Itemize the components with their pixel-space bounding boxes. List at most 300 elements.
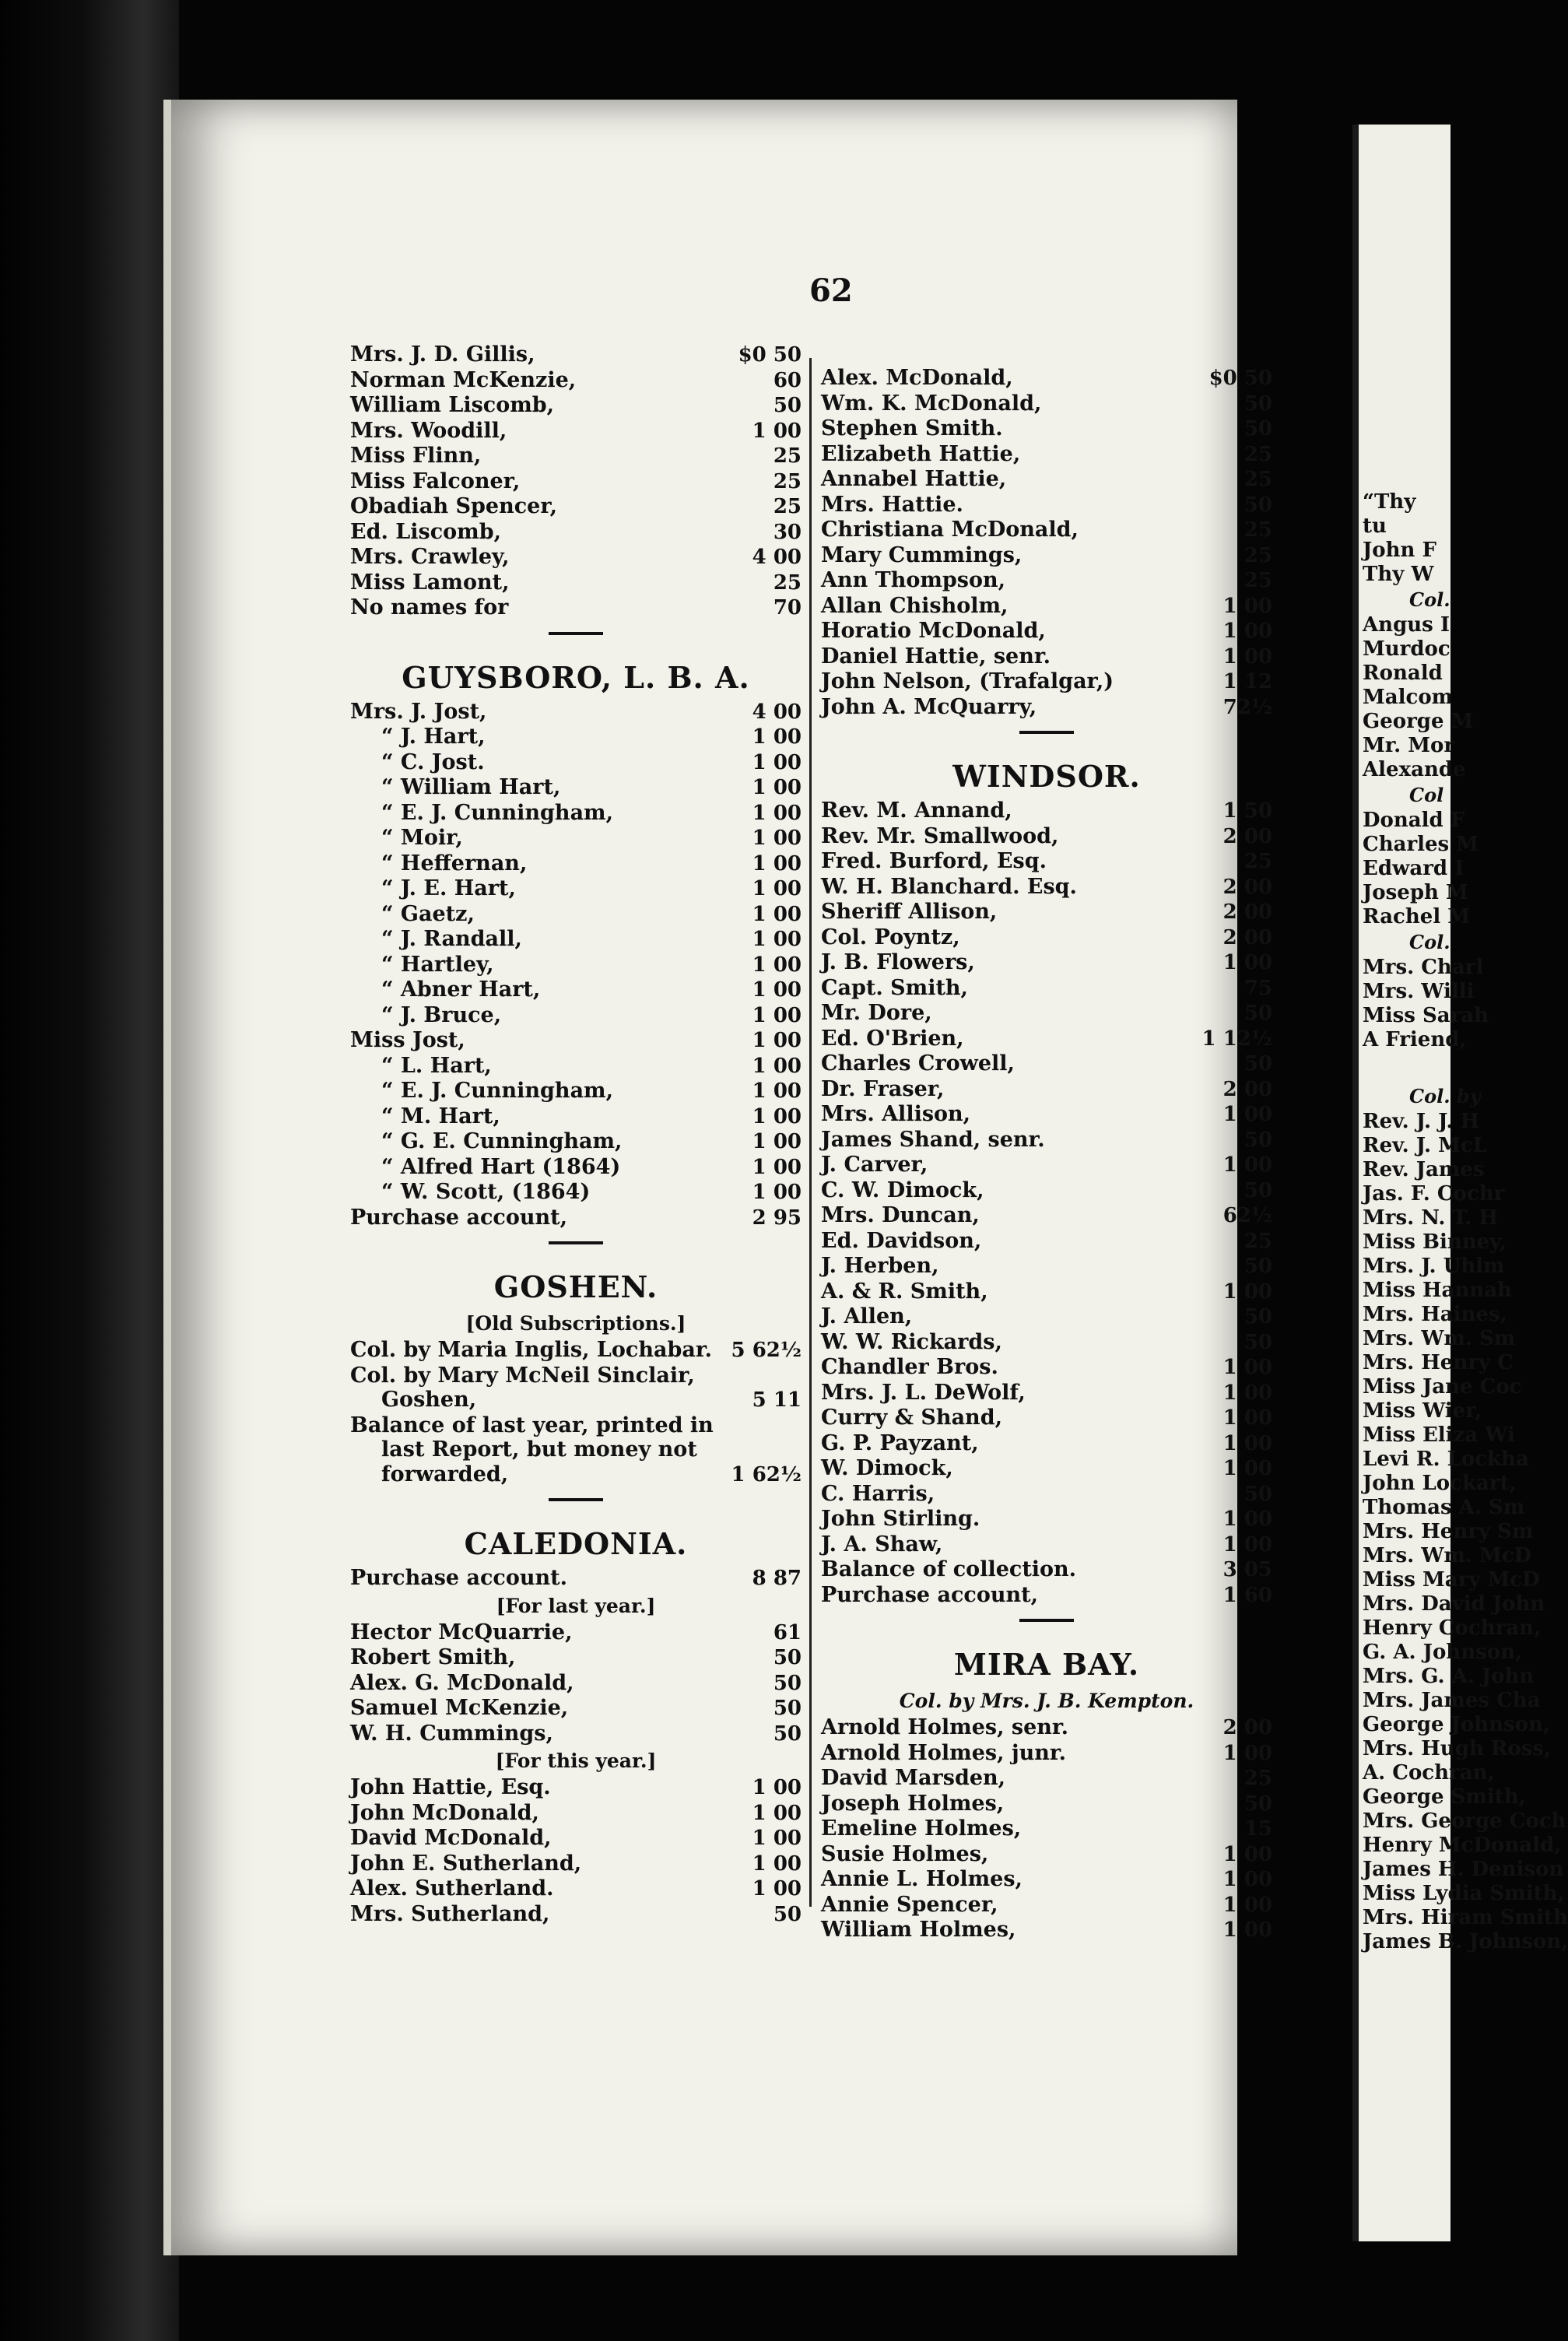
list-item: Mrs. Henry C: [1363, 1351, 1514, 1374]
entry-amount: 50: [773, 1722, 802, 1746]
middle-column: [821, 366, 1272, 1943]
entry-name: “ J. Randall,: [381, 927, 522, 951]
entry-amount: 1 00: [1222, 1381, 1272, 1405]
list-item: Ronald: [1363, 662, 1443, 685]
divider-rule: [549, 632, 603, 635]
entry-amount: 50: [1244, 1128, 1272, 1152]
list-item: [350, 1902, 802, 1928]
entry-name: Col. Poyntz,: [821, 925, 960, 949]
entry-amount: 1 00: [752, 419, 802, 443]
entry-name: A. & R. Smith,: [821, 1279, 988, 1304]
list-item: [821, 1532, 1272, 1558]
list-item: [350, 444, 802, 469]
divider-rule: [1019, 731, 1074, 734]
list-item: [821, 1229, 1272, 1255]
list-item: Mrs. Hiram Smith: [1363, 1906, 1568, 1929]
entry-amount: 1 00: [752, 1801, 802, 1825]
entry-name: Daniel Hattie, senr.: [821, 644, 1051, 669]
entry-name: Rev. Mr. Smallwood,: [821, 823, 1059, 848]
list-item: [350, 1722, 802, 1747]
entry-name: Allan Chisholm,: [821, 593, 1009, 618]
list-item: G. A. Johnson,: [1363, 1641, 1523, 1664]
entry-name: John Stirling.: [821, 1507, 980, 1531]
entry-amount: 62½: [1222, 1204, 1272, 1227]
list-item: Mr. Mor: [1363, 734, 1455, 757]
entry-amount: 25: [1244, 543, 1272, 567]
entry-name: W. H. Blanchard. Esq.: [821, 874, 1077, 899]
entry-amount: 61: [773, 1620, 802, 1644]
entry-amount: 1 00: [752, 1130, 802, 1153]
entry-name: G. P. Payzant,: [821, 1430, 979, 1455]
list-item: [821, 1867, 1272, 1893]
list-item: Miss Mary McD: [1363, 1568, 1540, 1592]
entry-amount: 50: [1244, 1002, 1272, 1025]
list-item: [821, 1128, 1272, 1153]
entry-name: Mrs. Duncan,: [821, 1203, 980, 1227]
entry-name: “ Gaetz,: [381, 901, 475, 926]
list-item: Miss Jane Coc: [1363, 1375, 1522, 1399]
list-item: [350, 1388, 802, 1413]
entry-name: Charles Crowell,: [821, 1051, 1015, 1076]
entry-name: “ E. J. Cunningham,: [381, 800, 614, 825]
entry-amount: 5 62½: [731, 1339, 802, 1362]
entry-name: W. W. Rickards,: [821, 1329, 1002, 1354]
entry-name: James Shand, senr.: [821, 1127, 1045, 1152]
entry-amount: 1 00: [752, 1003, 802, 1027]
list-item: [821, 1583, 1272, 1609]
entry-name: Fred. Burford, Esq.: [821, 849, 1047, 873]
list-item: Charles M: [1363, 833, 1479, 856]
entry-name: J. Allen,: [821, 1304, 913, 1328]
list-item: [350, 1620, 802, 1646]
section-heading: Col: [1409, 784, 1444, 806]
list-item: [821, 1766, 1272, 1792]
entry-amount: 1 00: [752, 902, 802, 926]
entry-amount: 1 00: [752, 1104, 802, 1128]
entry-name: David Marsden,: [821, 1766, 1006, 1790]
section-heading: [For last year.]: [496, 1594, 656, 1617]
list-item: [350, 750, 802, 776]
section-heading: Col.: [1409, 931, 1450, 953]
entry-name: last Report, but money not: [381, 1437, 697, 1462]
entry-name: W. H. Cummings,: [350, 1721, 553, 1746]
entry-amount: 1 00: [752, 776, 802, 799]
list-item: [350, 876, 802, 902]
entry-name: Hector McQuarrie,: [350, 1620, 573, 1644]
list-item: [350, 393, 802, 419]
list-item: Edward I: [1363, 857, 1465, 880]
entry-amount: 1 00: [1222, 1356, 1272, 1379]
list-item: [350, 1413, 802, 1438]
list-item: [821, 1842, 1272, 1868]
list-item: Thy W: [1363, 563, 1434, 586]
entry-amount: 50: [1244, 417, 1272, 440]
entry-amount: 25: [1244, 850, 1272, 873]
list-item: [350, 368, 802, 394]
entry-name: Balance of last year, printed in: [350, 1413, 714, 1437]
film-margin-left: [0, 0, 179, 2341]
list-item: [350, 1104, 802, 1130]
list-item: Joseph M: [1363, 881, 1468, 904]
list-item: [821, 1557, 1272, 1583]
entry-name: David McDonald,: [350, 1826, 552, 1850]
entry-name: No names for: [350, 595, 509, 619]
entry-amount: 1 00: [1222, 951, 1272, 974]
entry-name: Purchase account.: [350, 1566, 568, 1590]
entry-amount: 25: [1244, 442, 1272, 466]
entry-amount: 1 00: [1222, 1918, 1272, 1942]
section-heading: [Old Subscriptions.]: [465, 1312, 686, 1335]
entry-name: Annie L. Holmes,: [821, 1867, 1023, 1891]
list-item: [350, 419, 802, 444]
entry-name: Ed. Liscomb,: [350, 519, 501, 544]
entry-name: Ann Thompson,: [821, 568, 1006, 592]
entry-amount: 1 00: [752, 1181, 802, 1204]
list-item: [821, 1203, 1272, 1229]
entry-name: John Hattie, Esq.: [350, 1775, 551, 1799]
entry-amount: 50: [1244, 1482, 1272, 1506]
entry-name: Arnold Holmes, junr.: [821, 1740, 1067, 1765]
list-item: [821, 1027, 1272, 1052]
entry-amount: 2 00: [1222, 1716, 1272, 1739]
list-item: [821, 1431, 1272, 1457]
list-item: [350, 725, 802, 750]
left-column: [350, 342, 802, 1927]
list-item: [821, 1102, 1272, 1128]
list-item: [821, 1355, 1272, 1381]
list-item: Miss Binney,: [1363, 1230, 1507, 1254]
list-item: [821, 824, 1272, 850]
entry-name: William Liscomb,: [350, 393, 555, 417]
entry-amount: 1 00: [752, 1776, 802, 1799]
entry-name: “ William Hart,: [381, 775, 561, 799]
section-heading: GUYSBORO, L. B. A.: [402, 659, 750, 695]
list-item: Miss Eliza Wi: [1363, 1423, 1515, 1447]
entry-name: Miss Lamont,: [350, 570, 510, 595]
entry-amount: 1 00: [1222, 1406, 1272, 1430]
entry-name: “ W. Scott, (1864): [381, 1180, 591, 1204]
entry-amount: 1 00: [752, 1851, 802, 1876]
entry-name: Mrs. J. Jost,: [350, 699, 487, 724]
list-item: Jas. F. Cochr: [1363, 1182, 1505, 1206]
entry-amount: 25: [1244, 468, 1272, 491]
entry-name: Mrs. Sutherland,: [350, 1901, 550, 1926]
list-item: [350, 342, 802, 368]
list-item: [350, 1338, 802, 1364]
entry-name: Col. by Maria Inglis, Lochabar.: [350, 1338, 713, 1362]
list-item: [350, 1003, 802, 1029]
list-item: [821, 518, 1272, 543]
list-item: [821, 849, 1272, 875]
section-heading: MIRA BAY.: [953, 1647, 1140, 1682]
entry-name: Stephen Smith.: [821, 416, 1003, 440]
list-item: [821, 1381, 1272, 1406]
list-item: [350, 902, 802, 928]
entry-name: Mrs. Crawley,: [350, 545, 510, 569]
list-item: George Smith,: [1363, 1785, 1526, 1809]
entry-amount: 8 87: [752, 1567, 802, 1590]
list-item: [821, 1001, 1272, 1027]
divider-rule: [549, 1498, 603, 1501]
entry-name: Chandler Bros.: [821, 1355, 998, 1379]
entry-name: Arnold Holmes, senr.: [821, 1715, 1069, 1739]
list-item: [350, 1180, 802, 1206]
list-item: [350, 1054, 802, 1079]
list-item: [821, 875, 1272, 900]
entry-name: Wm. K. McDonald,: [821, 391, 1042, 416]
entry-name: Purchase account,: [350, 1205, 568, 1230]
section-heading: Col.: [1409, 588, 1450, 611]
list-item: [821, 798, 1272, 824]
list-item: [821, 900, 1272, 925]
list-item: Mrs. James Cha: [1363, 1689, 1541, 1712]
entry-name: “ G. E. Cunningham,: [381, 1129, 623, 1153]
entry-name: C. W. Dimock,: [821, 1178, 984, 1202]
list-item: “Thy: [1363, 490, 1416, 514]
list-item: [350, 570, 802, 596]
list-item: [821, 1304, 1272, 1330]
list-item: Angus I: [1363, 613, 1450, 637]
list-item: [821, 695, 1272, 721]
entry-amount: 1 00: [1222, 1893, 1272, 1917]
entry-amount: 15: [1244, 1817, 1272, 1841]
section-heading: WINDSOR.: [952, 759, 1141, 794]
entry-amount: 1 00: [752, 1877, 802, 1901]
entry-name: Norman McKenzie,: [350, 367, 577, 392]
entry-name: Emeline Holmes,: [821, 1816, 1022, 1841]
list-item: Mrs. David John: [1363, 1592, 1545, 1616]
list-item: Mrs. Willi: [1363, 980, 1475, 1003]
entry-name: “ L. Hart,: [381, 1053, 492, 1078]
list-item: [350, 826, 802, 851]
list-item: [350, 494, 802, 520]
entry-amount: 2 00: [1222, 925, 1272, 949]
entry-name: Elizabeth Hattie,: [821, 441, 1021, 466]
entry-name: “ J. E. Hart,: [381, 876, 516, 900]
entry-amount: 1 00: [752, 978, 802, 1002]
entry-amount: 50: [773, 1697, 802, 1720]
entry-amount: 50: [1244, 1330, 1272, 1354]
list-item: [821, 416, 1272, 442]
entry-amount: 1 00: [752, 827, 802, 850]
list-item: Thomas A. Sm: [1363, 1496, 1525, 1519]
list-item: Rachel M: [1363, 905, 1471, 928]
list-item: [350, 977, 802, 1003]
list-item: Mrs. George Coch: [1363, 1809, 1566, 1833]
list-item: Mrs. Wm. Sm: [1363, 1327, 1516, 1350]
list-item: [350, 1079, 802, 1104]
list-item: Miss Sarah: [1363, 1004, 1489, 1027]
column-divider: [809, 358, 812, 1907]
list-item: [821, 1741, 1272, 1767]
list-item: [821, 1816, 1272, 1842]
list-item: [821, 568, 1272, 594]
entry-amount: 25: [773, 570, 802, 595]
list-item: [821, 1254, 1272, 1279]
list-item: [350, 927, 802, 953]
list-item: [821, 1918, 1272, 1943]
entry-amount: 1 00: [1222, 1507, 1272, 1531]
entry-amount: 50: [773, 1671, 802, 1695]
list-item: Mrs. N. T. H: [1363, 1206, 1499, 1230]
entry-name: “ Heffernan,: [381, 851, 528, 876]
list-item: Donald F: [1363, 809, 1465, 832]
list-item: [821, 366, 1272, 391]
entry-amount: 1 00: [1222, 1532, 1272, 1557]
section-heading: Col. by: [1409, 1085, 1481, 1107]
entry-name: Samuel McKenzie,: [350, 1696, 569, 1720]
list-item: A. Cochran,: [1363, 1761, 1495, 1785]
entry-name: “ J. Bruce,: [381, 1002, 502, 1027]
entry-amount: 1 00: [752, 1079, 802, 1103]
list-item: [350, 953, 802, 978]
list-item: [350, 520, 802, 546]
section-heading: CALEDONIA.: [464, 1526, 688, 1561]
list-item: [350, 1155, 802, 1181]
entry-amount: 1 00: [1222, 1279, 1272, 1304]
list-item: [350, 1566, 802, 1592]
list-item: [821, 1077, 1272, 1103]
entry-amount: 1 00: [752, 725, 802, 749]
entry-name: Mary Cummings,: [821, 542, 1023, 567]
list-item: Miss Wier,: [1363, 1399, 1482, 1423]
list-item: [821, 594, 1272, 619]
entry-name: “ J. Hart,: [381, 725, 486, 749]
entry-amount: 60: [773, 368, 802, 392]
entry-name: Alex. G. McDonald,: [350, 1670, 574, 1695]
list-item: Mrs. Charl: [1363, 956, 1484, 979]
entry-amount: 1 00: [1222, 1741, 1272, 1765]
entry-name: Mrs. J. L. DeWolf,: [821, 1380, 1026, 1405]
list-item: [821, 950, 1272, 976]
list-item: [350, 801, 802, 827]
entry-amount: 2 95: [752, 1206, 802, 1230]
entry-name: John Nelson, (Trafalgar,): [821, 669, 1114, 693]
list-item: [350, 1206, 802, 1231]
entry-name: Christiana McDonald,: [821, 518, 1079, 542]
entry-name: Sheriff Allison,: [821, 900, 998, 924]
list-item: [350, 1462, 802, 1488]
entry-name: Horatio McDonald,: [821, 619, 1046, 643]
list-item: Levi R. Lockha: [1363, 1448, 1529, 1471]
entry-amount: 72½: [1222, 695, 1272, 719]
list-item: James H. Denison: [1363, 1858, 1564, 1881]
list-item: Mrs. Haines,: [1363, 1303, 1507, 1326]
list-item: [821, 1482, 1272, 1507]
entry-amount: 5 11: [752, 1388, 802, 1412]
entry-amount: 75: [1244, 976, 1272, 1000]
section-heading: GOSHEN.: [493, 1269, 658, 1304]
entry-amount: 25: [1244, 1767, 1272, 1790]
entry-amount: 1 00: [1222, 1457, 1272, 1480]
entry-amount: 1 60: [1222, 1583, 1272, 1607]
list-item: [821, 619, 1272, 644]
entry-name: Goshen,: [381, 1388, 477, 1412]
list-item: Mrs. G. A. John: [1363, 1665, 1535, 1688]
list-item: Mrs. Henry Sm: [1363, 1520, 1534, 1543]
list-item: [350, 1801, 802, 1827]
entry-name: Col. by Mary McNeil Sinclair,: [350, 1363, 695, 1388]
list-item: [350, 1437, 802, 1462]
page-number: 62: [809, 272, 853, 309]
spacer: [1363, 1052, 1565, 1083]
entry-amount: 4 00: [752, 546, 802, 569]
list-item: George M: [1363, 710, 1474, 733]
entry-amount: 1 00: [1222, 1103, 1272, 1126]
entry-name: Robert Smith,: [350, 1645, 516, 1669]
entry-name: Joseph Holmes,: [821, 1791, 1005, 1816]
entry-name: John E. Sutherland,: [350, 1851, 582, 1876]
list-item: [821, 1507, 1272, 1532]
list-item: [821, 1456, 1272, 1482]
entry-amount: 25: [773, 469, 802, 493]
list-item: [821, 467, 1272, 493]
list-item: Murdoc: [1363, 637, 1450, 661]
list-item: [350, 1364, 802, 1388]
list-item: [350, 1671, 802, 1697]
list-item: A Friend,: [1363, 1028, 1467, 1051]
list-item: [350, 1696, 802, 1722]
list-item: [821, 1715, 1272, 1741]
entry-amount: 70: [773, 596, 802, 619]
list-item: [821, 669, 1272, 695]
entry-name: Mrs. Hattie.: [821, 492, 963, 517]
entry-name: Annie Spencer,: [821, 1892, 998, 1917]
entry-name: “ Abner Hart,: [381, 977, 541, 1002]
entry-name: J. B. Flowers,: [821, 950, 975, 974]
list-item: [821, 442, 1272, 468]
entry-name: “ C. Jost.: [381, 749, 485, 774]
entry-amount: 2 00: [1222, 900, 1272, 924]
section-heading: Col. by Mrs. J. B. Kempton.: [899, 1690, 1194, 1712]
entry-amount: 50: [1244, 1052, 1272, 1076]
entry-name: Rev. M. Annand,: [821, 798, 1012, 823]
entry-amount: 1 00: [752, 877, 802, 900]
entry-name: Mrs. Allison,: [821, 1102, 971, 1126]
entry-name: Susie Holmes,: [821, 1841, 989, 1866]
list-item: Mrs. Hugh Ross,: [1363, 1737, 1552, 1760]
entry-amount: 25: [1244, 569, 1272, 592]
entry-name: W. Dimock,: [821, 1456, 953, 1480]
entry-amount: 1 00: [752, 851, 802, 876]
entry-name: John McDonald,: [350, 1800, 539, 1825]
entry-amount: 1 00: [752, 1155, 802, 1179]
divider-rule: [1019, 1619, 1074, 1622]
entry-amount: 25: [1244, 518, 1272, 542]
entry-amount: 1 00: [752, 1029, 802, 1052]
entry-amount: 1 00: [752, 1054, 802, 1078]
entry-amount: 4 00: [752, 700, 802, 724]
entry-name: Mrs. Woodill,: [350, 418, 507, 443]
list-item: Miss Hannah: [1363, 1279, 1512, 1302]
section-heading: [For this year.]: [495, 1750, 657, 1772]
list-item: George Johnson,: [1363, 1713, 1550, 1736]
divider-rule: [549, 1241, 603, 1244]
entry-amount: 1 00: [752, 953, 802, 977]
list-item: [821, 1153, 1272, 1178]
list-item: [350, 1129, 802, 1155]
entry-name: “ Alfred Hart (1864): [381, 1154, 621, 1179]
entry-amount: 50: [1244, 493, 1272, 517]
entry-amount: 1 00: [1222, 1842, 1272, 1866]
list-item: [821, 1279, 1272, 1305]
entry-name: Dr. Fraser,: [821, 1076, 945, 1101]
list-item: [821, 391, 1272, 417]
list-item: [350, 851, 802, 877]
entry-amount: 1 12: [1222, 670, 1272, 693]
entry-amount: 25: [1244, 1229, 1272, 1253]
list-item: Malcom: [1363, 686, 1454, 709]
